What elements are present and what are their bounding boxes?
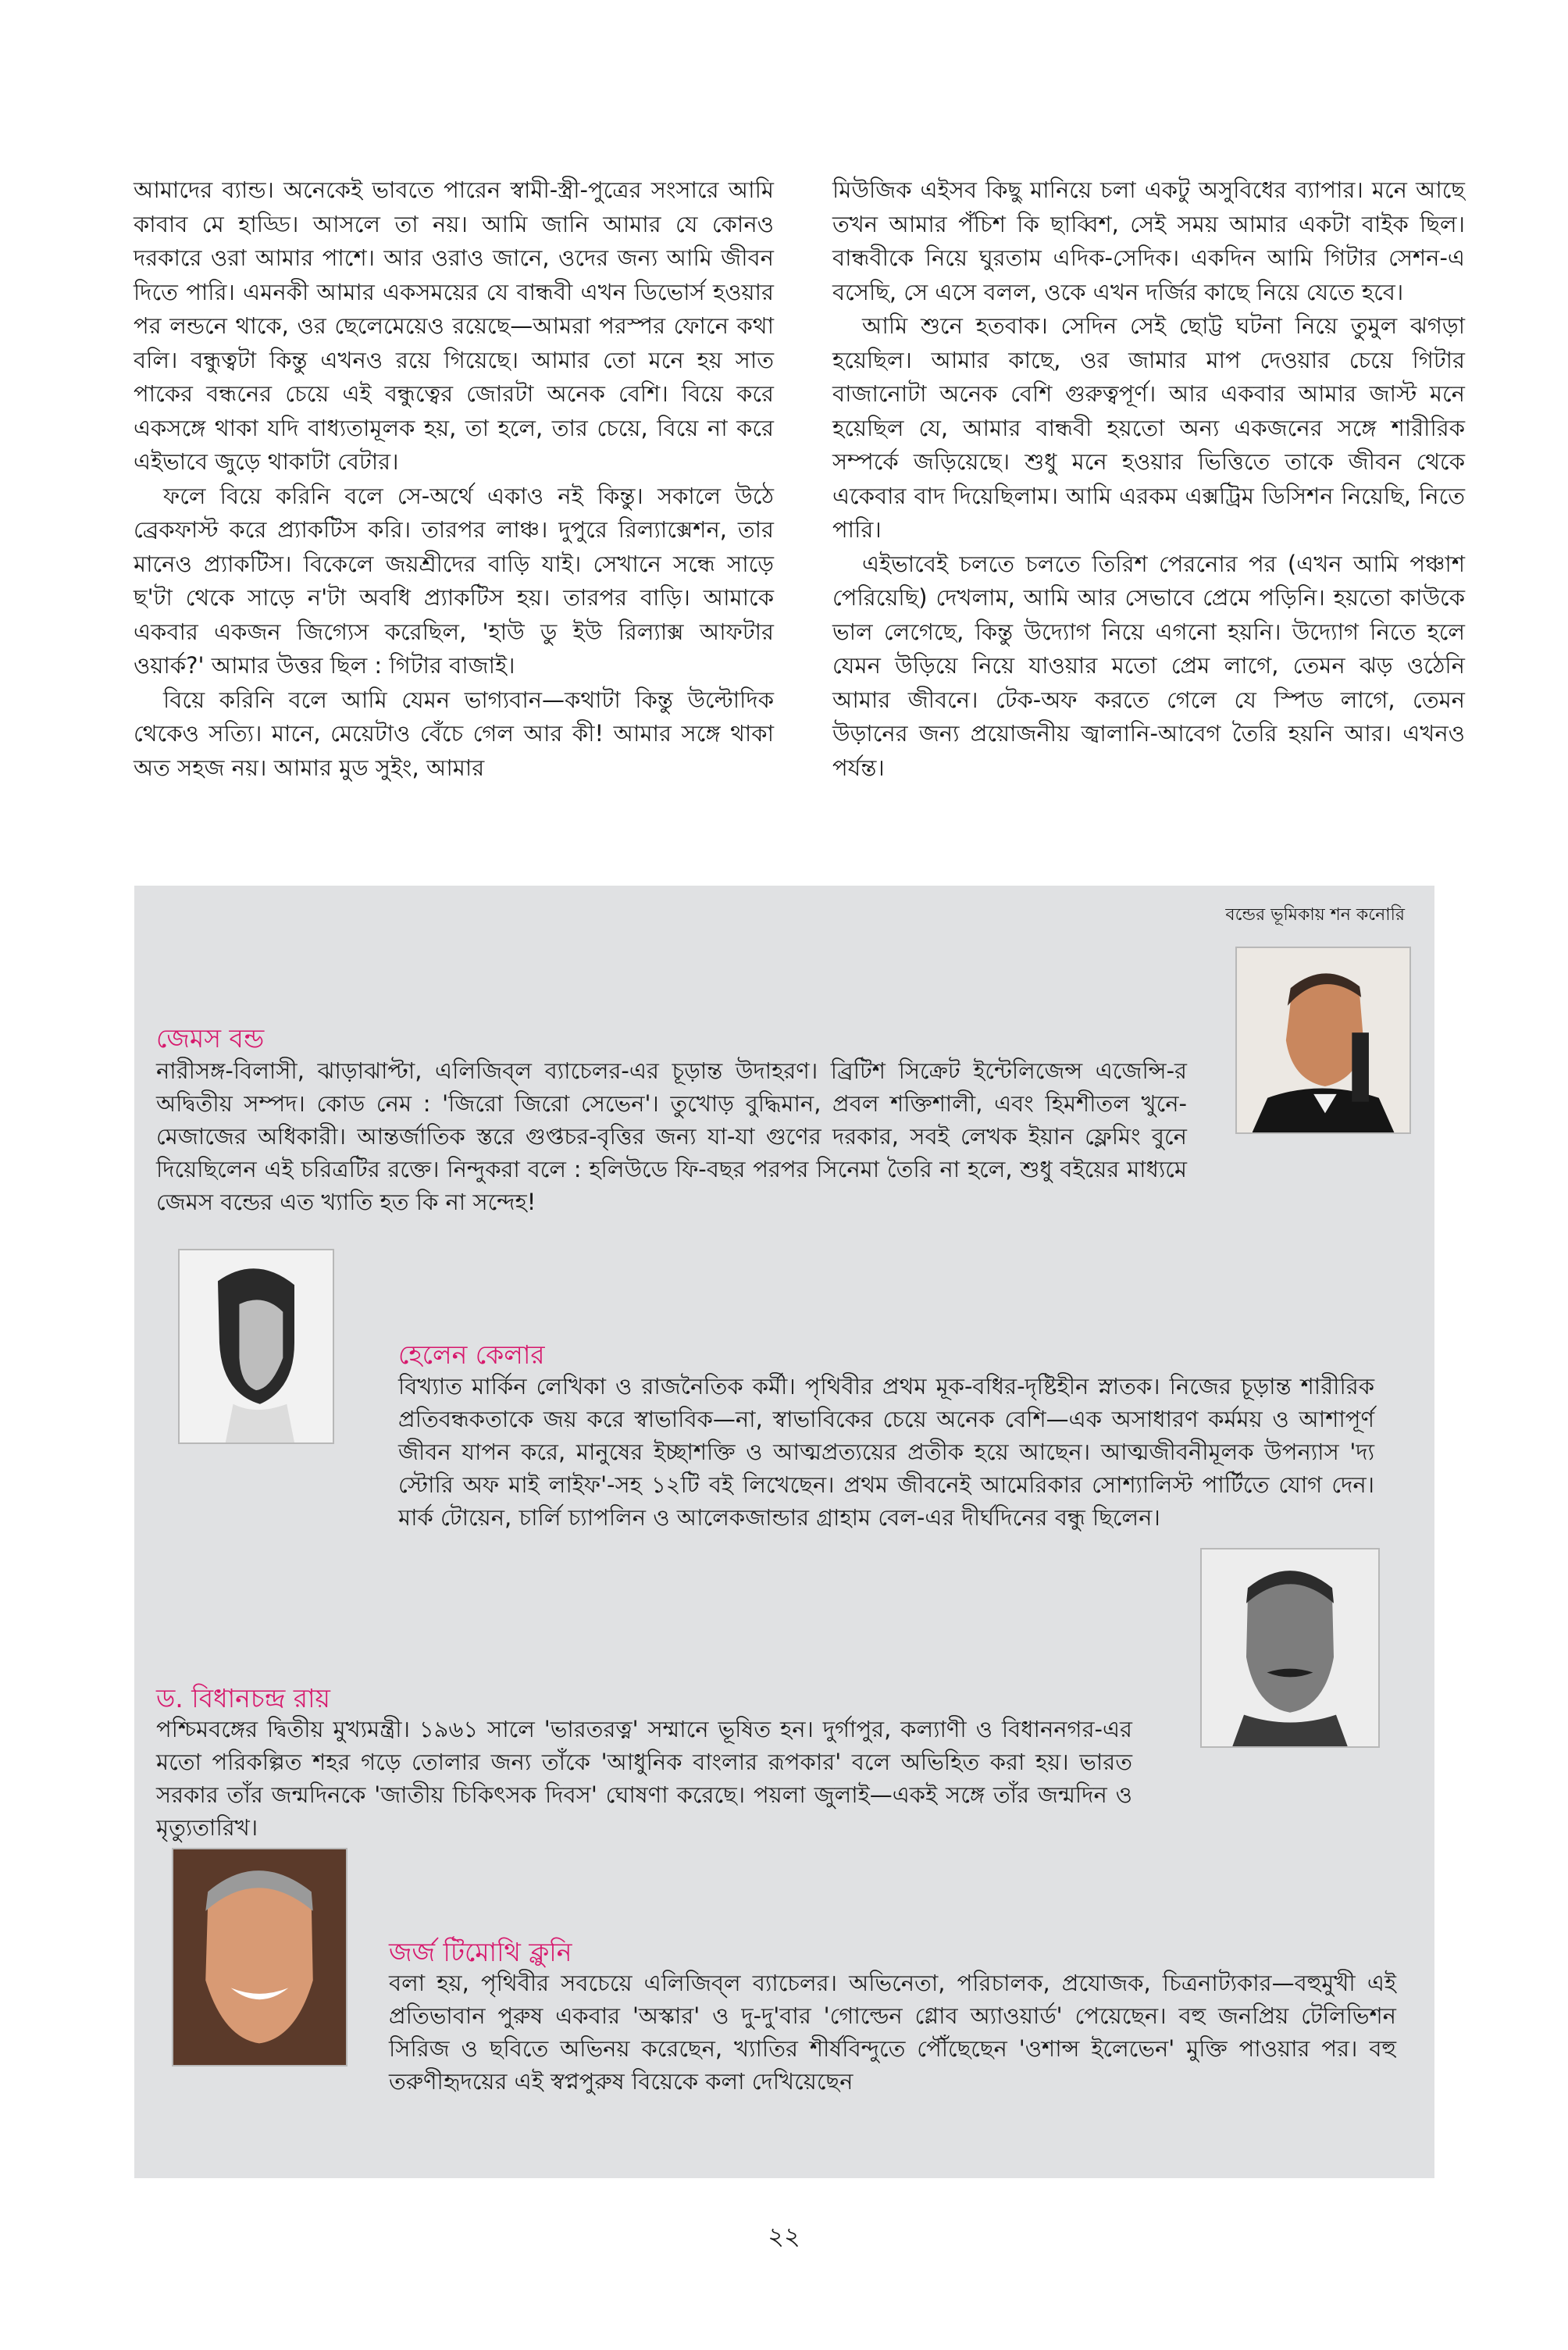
article-column-left [134, 173, 774, 785]
profile-name-george-clooney: জর্জ টিমোথি ক্লুনি [389, 1937, 572, 1967]
profile-name-bidhan-chandra-roy: ড. বিধানচন্দ্র রায় [156, 1683, 330, 1713]
article-paragraph: এইভাবেই চলতে চলতে তিরিশ পেরনোর পর (এখন আমি পঞ্চাশ পেরিয়েছি) দেখলাম, আমি আর সেভাবে প্রেমে পড়িনি। হয়তো কাউকে ভাল লেগেছে, কিন্তু উদ্যোগ নিয়ে এগনো হয়নি। উদ্যোগ নিতে হলে যেমন উড়িয়ে নিয়ে যাওয়ার মতো প্রেম লাগে, তেমন ঝড় ওঠেনি আমার জীবনে। টেক-অফ করতে গেলে যে স্পিড লাগে, তেমন উড়ানের জন্য প্রয়োজনীয় জ্বালানি-আবেগ তৈরি হয়নি আর। এখনও পর্যন্ত। [832, 550, 1465, 781]
profile-bio-james-bond: নারীসঙ্গ-বিলাসী, ঝাড়াঝাপ্টা, এলিজিব্‌ল ব্যাচেলর-এর চূড়ান্ত উদাহরণ। ব্রিটিশ সিক্রেট ইন্টেলিজেন্স এজেন্সি-র অদ্বিতীয় সম্পদ। কোড নেম : 'জিরো জিরো সেভেন'। তুখোড় বুদ্ধিমান, প্রবল শক্তিশালী, এবং হিমশীতল খুনে-মেজাজের অধিকারী। আন্তর্জাতিক স্তরে গুপ্তচর-বৃত্তির জন্য যা-যা গুণের দরকার, সবই লেখক ইয়ান ফ্লেমিং বুনে দিয়েছিলেন এই চরিত্রটির রক্তে। নিন্দুকরা বলে : হলিউডে ফি-বছর পরপর সিনেমা তৈরি না হলে, শুধু বইয়ের মাধ্যমে জেমস বন্ডের এত খ্যাতি হত কি না সন্দেহ! [156, 1057, 1187, 1215]
portrait-photo-bond [1235, 947, 1411, 1134]
profile-bio-bidhan-chandra-roy: পশ্চিমবঙ্গের দ্বিতীয় মুখ্যমন্ত্রী। ১৯৬১ সালে 'ভারতরত্ন' সম্মানে ভূষিত হন। দুর্গাপুর, কল্যাণী ও বিধাননগর-এর মতো পরিকল্পিত শহর গড়ে তোলার জন্য তাঁকে 'আধুনিক বাংলার রূপকার' বলে অভিহিত করা হয়। ভারত সরকার তাঁর জন্মদিনকে 'জাতীয় চিকিৎসক দিবস' ঘোষণা করেছে। পয়লা জুলাই—একই সঙ্গে তাঁর জন্মদিন ও মৃত্যুতারিখ। [156, 1716, 1132, 1841]
profile-name-james-bond: জেমস বন্ড [156, 1023, 265, 1054]
profiles-sidebar [134, 886, 1434, 2178]
photo-caption: বন্ডের ভূমিকায় শন কনোরি [1225, 905, 1405, 925]
article-paragraph: মিউজিক এইসব কিছু মানিয়ে চলা একটু অসুবিধের ব্যাপার। মনে আছে তখন আমার পঁচিশ কি ছাব্বিশ, সেই সময় আমার একটা বাইক ছিল। বান্ধবীকে নিয়ে ঘুরতাম এদিক-সেদিক। একদিন আমি গিটার সেশন-এ বসেছি, সে এসে বলল, ওকে এখন দর্জির কাছে নিয়ে যেতে হবে। [832, 177, 1465, 305]
profile-bio-george-clooney: বলা হয়, পৃথিবীর সবচেয়ে এলিজিব্‌ল ব্যাচেলর। অভিনেতা, পরিচালক, প্রযোজক, চিত্রনাট্যকার—বহুমুখী এই প্রতিভাবান পুরুষ একবার 'অস্কার' ও দু-দু'বার 'গোল্ডেন গ্লোব অ্যাওয়ার্ড' পেয়েছেন। বহু জনপ্রিয় টেলিভিশন সিরিজ ও ছবিতে অভিনয় করেছেন, খ্যাতির শীর্ষবিন্দুতে পৌঁছেছেন 'ওশান্স ইলেভেন' মুক্তি পাওয়ার পর। বহু তরুণীহৃদয়ের এই স্বপ্নপুরুষ বিয়েকে কলা দেখিয়েছেন [389, 1970, 1396, 2095]
portrait-photo-helen-keller [178, 1249, 334, 1444]
portrait-photo-george-clooney [172, 1848, 347, 2067]
portrait-photo-bidhan-chandra-roy [1200, 1548, 1380, 1748]
profile-name-helen-keller: হেলেন কেলার [398, 1339, 545, 1370]
article-paragraph: ফলে বিয়ে করিনি বলে সে-অর্থে একাও নই কিন্তু। সকালে উঠে ব্রেকফাস্ট করে প্র্যাকটিস করি। তারপর লাঞ্চ। দুপুরে রিল্যাক্সেশন, তার মানেও প্র্যাকটিস। বিকেলে জয়শ্রীদের বাড়ি যাই। সেখানে সন্ধে সাড়ে ছ'টা থেকে সাড়ে ন'টা অবধি প্র্যাকটিস হয়। তারপর বাড়ি। আমাকে একবার একজন জিগ্যেস করেছিল, 'হাউ ডু ইউ রিল্যাক্স আফটার ওয়ার্ক?' আমার উত্তর ছিল : গিটার বাজাই। [134, 482, 774, 679]
article-paragraph: বিয়ে করিনি বলে আমি যেমন ভাগ্যবান—কথাটা কিন্তু উল্টোদিক থেকেও সত্যি। মানে, মেয়েটাও বেঁচে গেল আর কী! আমার সঙ্গে থাকা অত সহজ নয়। আমার মুড সুইং, আমার [134, 686, 774, 781]
profile-bio-helen-keller: বিখ্যাত মার্কিন লেখিকা ও রাজনৈতিক কর্মী। পৃথিবীর প্রথম মূক-বধির-দৃষ্টিহীন স্নাতক। নিজের চূড়ান্ত শারীরিক প্রতিবন্ধকতাকে জয় করে স্বাভাবিক—না, স্বাভাবিকের চেয়ে অনেক বেশি—এক অসাধারণ কর্মময় ও আশাপূর্ণ জীবন যাপন করে, মানুষের ইচ্ছাশক্তি ও আত্মপ্রত্যয়ের প্রতীক হয়ে আছেন। আত্মজীবনীমূলক উপন্যাস 'দ্য স্টোরি অফ মাই লাইফ'-সহ ১২টি বই লিখেছেন। প্রথম জীবনেই আমেরিকার সোশ্যালিস্ট পার্টিতে যোগ দেন। মার্ক টোয়েন, চার্লি চ্যাপলিন ও আলেকজান্ডার গ্রাহাম বেল-এর দীর্ঘদিনের বন্ধু ছিলেন। [398, 1373, 1374, 1531]
page-number: ২২ [768, 2221, 800, 2251]
article-paragraph: আমি শুনে হতবাক। সেদিন সেই ছোট্ট ঘটনা নিয়ে তুমুল ঝগড়া হয়েছিল। আমার কাছে, ওর জামার মাপ দেওয়ার চেয়ে গিটার বাজানোটা অনেক বেশি গুরুত্বপূর্ণ। আর একবার আমার জাস্ট মনে হয়েছিল যে, আমার বান্ধবী হয়তো অন্য একজনের সঙ্গে শারীরিক সম্পর্কে জড়িয়েছে। শুধু মনে হওয়ার ভিত্তিতে তাকে জীবন থেকে একেবার বাদ দিয়েছিলাম। আমি এরকম এক্সট্রিম ডিসিশন নিয়েছি, নিতে পারি। [832, 312, 1465, 543]
article-column-right [832, 173, 1465, 785]
article-paragraph: আমাদের ব্যান্ড। অনেকেই ভাবতে পারেন স্বামী-স্ত্রী-পুত্রের সংসারে আমি কাবাব মে হাড্ডি। আসলে তা নয়। আমি জানি আমার যে কোনও দরকারে ওরা আমার পাশে। আর ওরাও জানে, ওদের জন্য আমি জীবন দিতে পারি। এমনকী আমার একসময়ের যে বান্ধবী এখন ডিভোর্স হওয়ার পর লন্ডনে থাকে, ওর ছেলেমেয়েও রয়েছে—আমরা পরস্পর ফোনে কথা বলি। বন্ধুত্বটা কিন্তু এখনও রয়ে গিয়েছে। আমার তো মনে হয় সাত পাকের বন্ধনের চেয়ে এই বন্ধুত্বের জোরটা অনেক বেশি। বিয়ে করে একসঙ্গে থাকা যদি বাধ্যতামূলক হয়, তা হলে, তার চেয়ে, বিয়ে না করে এইভাবে জুড়ে থাকাটা বেটার। [134, 177, 774, 475]
